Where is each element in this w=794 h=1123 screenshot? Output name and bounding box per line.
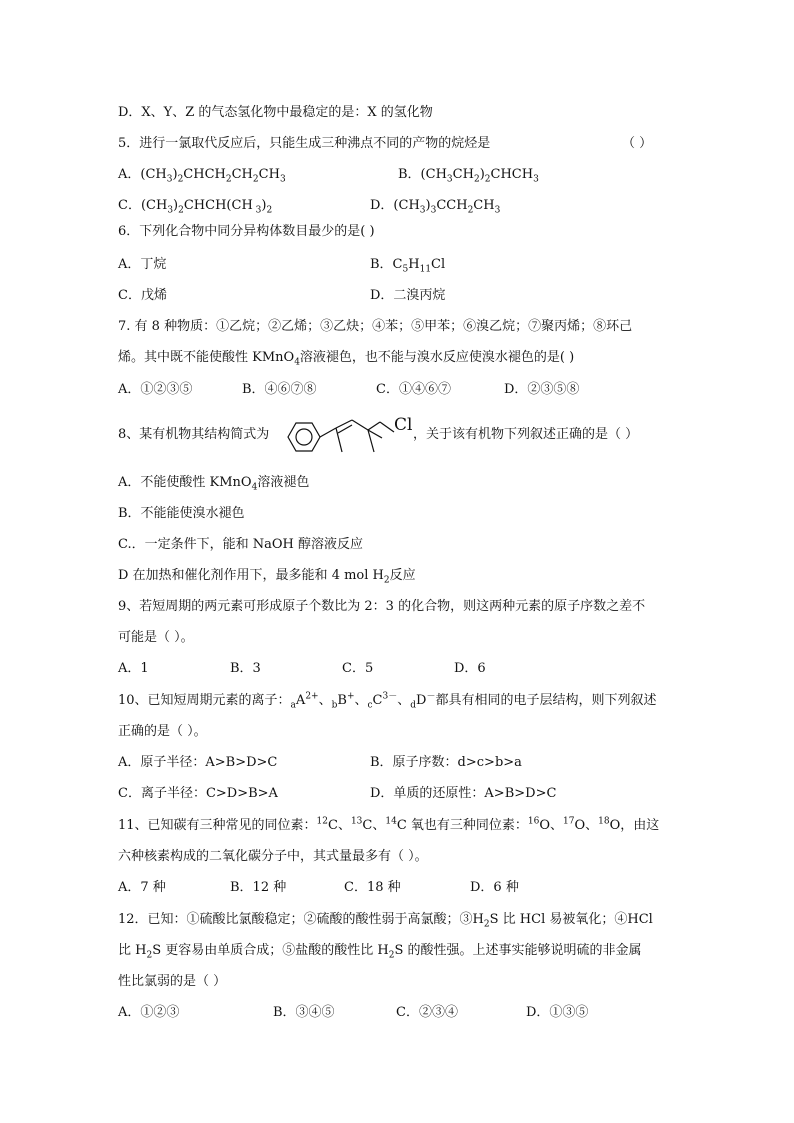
q10-option-c: C．离子半径：C>D>B>A	[118, 786, 278, 801]
q6-option-c: C．戊烯	[118, 288, 167, 303]
q9-option-c: C．5	[342, 661, 374, 676]
q12-option-c: C．②③④	[396, 1005, 458, 1020]
q9-option-d: D．6	[454, 661, 486, 676]
q11-stem-line1: 11、已知碳有三种常见的同位素：$^{12}$C、$^{13}$C、$^{14}$C 氧也有三种同位素：$^{16}$O、$^{17}$O、$^{18}$O，由这	[118, 816, 660, 833]
q10-option-d: D．单质的还原性：A>B>D>C	[370, 786, 557, 801]
q9-stem-line1: 9、若短周期的两元素可形成原子个数比为 2：3 的化合物，则这两种元素的原子序数之差不	[118, 599, 646, 614]
q7-option-d: D．②③⑤⑧	[504, 382, 580, 397]
q5-option-a: A．$(CH_3)_2CHCH_2CH_2CH_3$	[118, 167, 286, 185]
q8-option-a: A．不能使酸性 KMnO$_4$溶液褪色	[118, 475, 310, 493]
q10-option-b: B．原子序数：d>c>b>a	[370, 755, 522, 770]
q6-stem: 6．下列化合物中同分异构体数目最少的是( )	[118, 224, 375, 239]
q7-stem-line1: 7. 有 8 种物质：①乙烷；②乙烯；③乙炔；④苯；⑤甲苯；⑥溴乙烷；⑦聚丙烯；⑧环己	[118, 319, 633, 334]
q8-stem-prefix: 8、某有机物其结构简式为	[118, 427, 270, 442]
q9-stem-line2: 可能是（ ）。	[118, 630, 194, 645]
q11-option-b: B．12 种	[230, 880, 287, 895]
q12-option-a: A．①②③	[118, 1005, 180, 1020]
q7-stem-line2: 烯。其中既不能使酸性 KMnO$_4$溶液褪色，也不能与溴水反应使溴水褪色的是( )	[118, 350, 575, 368]
q9-option-a: A．1	[118, 661, 149, 676]
q9-option-b: B．3	[230, 661, 261, 676]
q7-option-c: C．①④⑥⑦	[376, 382, 451, 397]
q12-stem-line3: 性比氯弱的是（ ）	[118, 974, 227, 989]
q5-stem: 5．进行一氯取代反应后，只能生成三种沸点不同的产物的烷烃是	[118, 136, 491, 151]
q5-option-b: B．$(CH_3CH_2)_2CHCH_3$	[398, 167, 539, 185]
bond-c3-to-ch2	[368, 422, 380, 430]
q11-stem-line2: 六种核素构成的二氧化碳分子中，其式量最多有（ ）。	[118, 849, 428, 864]
q11-option-a: A．7 种	[118, 880, 166, 895]
q7-option-b: B．④⑥⑦⑧	[242, 382, 317, 397]
q11-option-c: C．18 种	[344, 880, 401, 895]
bond-ring-to-c1	[320, 428, 336, 437]
q6-option-b: B．$C_5H_{11}Cl$	[370, 257, 446, 275]
q8-option-b: B．不能能使溴水褪色	[118, 506, 245, 521]
q5-option-c: C．$(CH_3)_2CHCH(CH$ $_3)_2$	[118, 198, 273, 216]
bond-c2-to-c3	[352, 420, 368, 430]
q5-option-d: D．$(CH_3)_3CCH_2CH_3$	[370, 198, 501, 216]
bond-ch2-to-cl	[380, 422, 394, 432]
q11-option-d: D．6 种	[470, 880, 519, 895]
q7-option-a: A．①②③⑤	[118, 382, 193, 397]
benzene-aromatic-circle	[296, 429, 312, 445]
q5-answer-bracket: （ ）	[622, 136, 653, 151]
q8-option-d: D 在加热和催化剂作用下，最多能和 4 mol $H_2$反应	[118, 568, 416, 586]
q12-option-d: D．①③⑤	[526, 1005, 589, 1020]
q12-stem-line2: 比 $H_2S$ 更容易由单质合成；⑤盐酸的酸性比 $H_2S$ 的酸性强。上述事实能够说明硫的非金属	[118, 943, 642, 961]
q6-option-a: A．丁烷	[118, 257, 167, 272]
q10-stem-line1: 10、已知短周期元素的离子：$_aA^{2+}$、$_b$B+、$_cC^{3-}$、$_d$D－都具有相同的电子层结构，则下列叙述	[118, 691, 657, 711]
q4-option-d: D．X、Y、Z 的气态氢化物中最稳定的是：X 的氢化物	[118, 105, 433, 120]
q6-option-d: D．二溴丙烷	[370, 288, 446, 303]
q8-chlorine-label: Cl	[394, 415, 413, 435]
q8-option-c: C.．一定条件下，能和 NaOH 醇溶液反应	[118, 537, 364, 552]
q8-stem-suffix: ，关于该有机物下列叙述正确的是（ ）	[413, 427, 639, 442]
q12-stem-line1: 12．已知：①硫酸比氯酸稳定；②硫酸的酸性弱于高氯酸；$③H_2S$ 比 HCl 易被氧化；④HCl	[118, 912, 653, 930]
q10-stem-line2: 正确的是（ ）。	[118, 724, 207, 739]
q10-option-a: A．原子半径：A>B>D>C	[118, 755, 278, 770]
benzene-ring	[288, 423, 320, 451]
q12-option-b: B．③④⑤	[273, 1005, 335, 1020]
